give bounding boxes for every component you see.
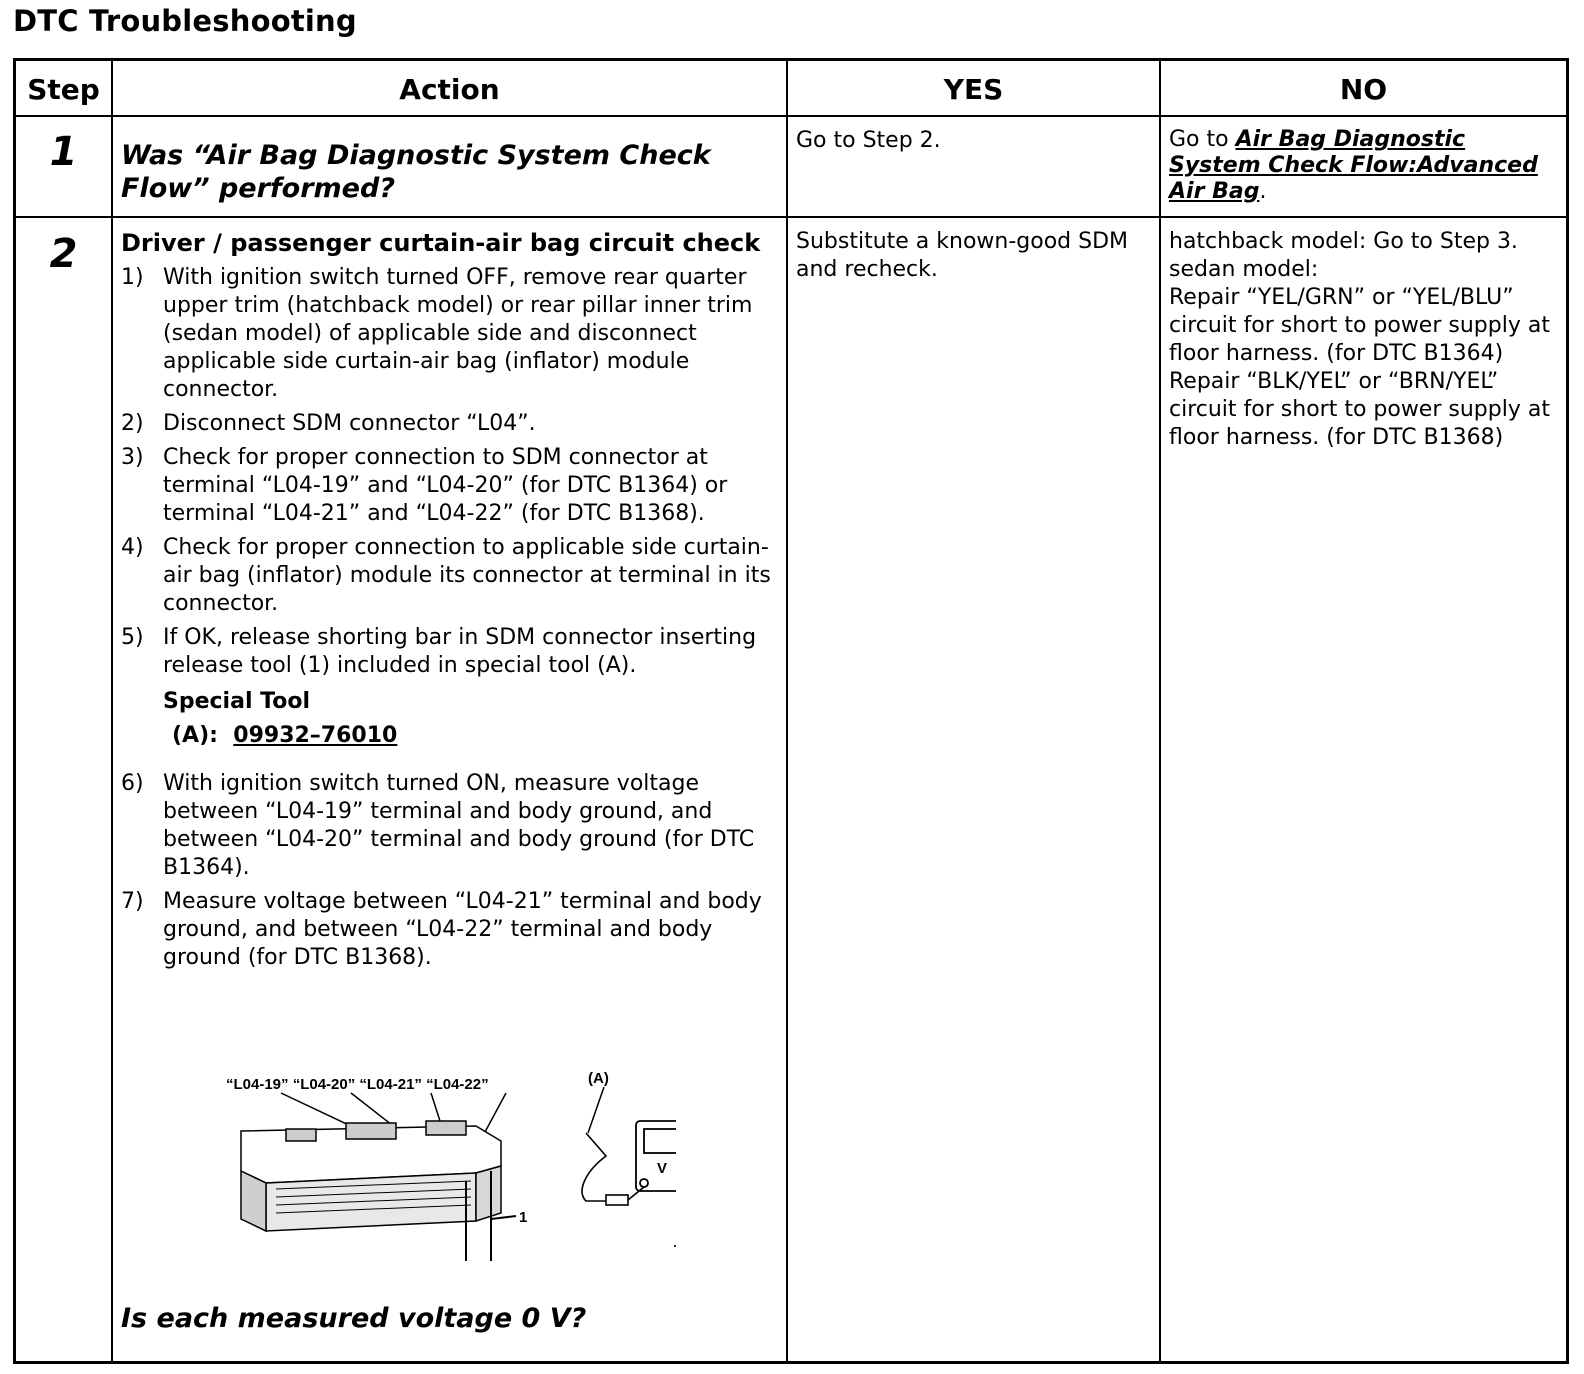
no-line: sedan model: — [1169, 257, 1319, 282]
no-result — [1169, 228, 1564, 452]
list-item: 2) Disconnect SDM connector “L04”. — [121, 411, 536, 436]
action-content — [121, 228, 776, 978]
step-number: 2 — [49, 231, 78, 277]
list-item: 6) With ignition switch turned ON, measure voltage between “L04-19” terminal and body ground, and between “L04-20” terminal and body ground (for DTC B1364). — [121, 771, 755, 880]
list-item: 7) Measure voltage between “L04-21” terminal and body ground, and between “L04-22” terminal and body ground (for DTC B1368). — [121, 889, 762, 970]
list-item: 3) Check for proper connection to SDM connector at terminal “L04-19” and “L04-20” (for DTC B1364) or terminal “L04-21” and “L04-22” (for DTC B1368). — [121, 445, 728, 526]
connector-diagram — [226, 1071, 676, 1271]
column-divider — [786, 61, 788, 1361]
flow-link[interactable]: Air Bag Diagnostic System Check Flow:Advanced Air Bag — [1169, 127, 1538, 204]
header-action: Action — [399, 72, 500, 106]
no-result — [1169, 127, 1559, 205]
voltmeter — [636, 1121, 676, 1191]
procedure-list — [121, 264, 776, 680]
page-title: DTC Troubleshooting — [13, 4, 357, 38]
meter-label: V — [657, 1160, 668, 1177]
header-yes: YES — [943, 72, 1004, 106]
step-question: Is each measured voltage 0 V? — [121, 1303, 587, 1334]
no-line: Repair “YEL/GRN” or “YEL/BLU” circuit for short to power supply at floor harness. (for DTC B1364) — [1169, 285, 1550, 366]
step-question: Was “Air Bag Diagnostic System Check Flow” performed? — [121, 140, 711, 204]
procedure-list — [121, 770, 776, 972]
sdm-connector — [241, 1121, 501, 1231]
list-item: 1) With ignition switch turned OFF, remove rear quarter upper trim (hatchback model) or rear pillar inner trim (sedan model) of applicable side and disconnect applicable side curtain-air bag (inflator) module connector. — [121, 265, 753, 402]
header-no: NO — [1339, 72, 1388, 106]
release-tool-label: 1 — [519, 1209, 528, 1226]
no-line: Repair “BLK/YEL” or “BRN/YEL” circuit for short to power supply at floor harness. (for DTC B1368) — [1169, 369, 1550, 450]
no-suffix: . — [1259, 179, 1267, 204]
yes-result: Substitute a known-good SDM and recheck. — [796, 229, 1129, 282]
yes-result: Go to Step 2. — [796, 128, 941, 153]
special-tool-label: Special Tool — [163, 689, 310, 714]
list-item: 4) Check for proper connection to applicable side curtain-air bag (inflator) module its connector at terminal in its connector. — [121, 535, 771, 616]
no-prefix: Go to — [1169, 127, 1236, 152]
column-divider — [1159, 61, 1161, 1361]
column-divider — [111, 61, 113, 1361]
step-number: 1 — [49, 129, 78, 175]
row-divider — [16, 216, 1566, 218]
header-step: Step — [27, 72, 100, 106]
troubleshooting-table — [13, 58, 1569, 1364]
tool-label: (A) — [588, 1071, 609, 1087]
action-title: Driver / passenger curtain-air bag circuit check — [121, 229, 761, 257]
list-item: 5) If OK, release shorting bar in SDM connector inserting release tool (1) included in special tool (A). — [121, 625, 757, 678]
terminal-labels: “L04-19” “L04-20” “L04-21” “L04-22” — [226, 1076, 489, 1093]
special-tool-code: (A): 09932–76010 — [172, 723, 398, 748]
no-line: hatchback model: Go to Step 3. — [1169, 229, 1518, 254]
